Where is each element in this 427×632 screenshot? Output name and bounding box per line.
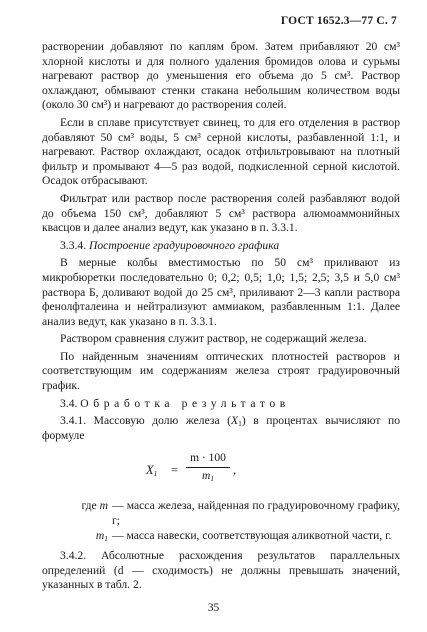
section-title: Построение градуировочного графика [89, 238, 280, 252]
formula-equals: = [171, 463, 179, 478]
formula-denominator [186, 469, 230, 484]
formula-numerator: m · 100 [190, 452, 226, 465]
section-heading-3-4 [42, 397, 400, 412]
formula-denominator-symbol: m [201, 470, 211, 483]
formula-lhs-symbol: X [146, 463, 154, 478]
formula-fraction [186, 451, 230, 483]
fraction-bar [186, 467, 230, 468]
paragraph-9 [42, 414, 400, 443]
formula [146, 451, 400, 491]
section-number: 3.3.4. [60, 238, 87, 252]
section-number: 3.4. [60, 396, 78, 410]
formula-lhs-subscript: 1 [153, 469, 158, 479]
paragraph-3: Фильтрат или раствор после растворения солей разбавляют водой до объема 150 см³, добавляют 5 см³ раствора алюмоаммонийных квасцов и далее анализ ведут, как указано в п. 3.3.1. [42, 191, 400, 235]
definition-row [42, 529, 400, 544]
paragraph-6: Раствором сравнения служит раствор, не содержащий железа. [60, 332, 367, 346]
variable-x-subscript: 1 [238, 419, 242, 429]
paragraph-9-text-b: ) в процентах вычисляют по формуле [42, 414, 400, 442]
section-heading-3-3-4 [42, 239, 400, 254]
paragraph-10: 3.4.2. Абсолютные расхождения результатов параллельных определений (d — сходимость) не должны превышать значений, указанных в табл. 2. [42, 549, 400, 592]
definition-row [42, 499, 400, 528]
definition-text: — масса навески, соответствующая аликвотной части, г. [112, 528, 392, 542]
section-title: Обработка результатов [80, 396, 290, 410]
formula-comma: , [233, 463, 237, 478]
formula-definitions [42, 499, 400, 543]
definition-symbol [42, 499, 112, 528]
document-body [42, 40, 400, 596]
page-number: 35 [207, 602, 220, 614]
definition-text: — масса железа, найденная по градуировочному графику, г; [112, 499, 400, 528]
definition-symbol [42, 529, 112, 544]
paragraph-1: растворении добавляют по каплям бром. Затем прибавляют 20 см³ хлорной кислоты и для полного удаления бромидов олова и сурьмы нагревают раствор до уменьшения его объема до 5 см³. Раствор охлаждают, обмывают стенки стакана небольшим количеством воды (около 30 см³) и нагревают до растворения солей. [42, 40, 400, 112]
formula-lhs [146, 463, 157, 478]
definition-var-subscript: 1 [104, 533, 108, 543]
paragraph-2: Если в сплаве присутствует свинец, то для его отделения в раствор добавляют 50 см³ воды, 5 см³ серной кислоты, разбавленной 1:1, и нагревают. Раствор охлаждают, осадок отфильтровывают на плотный фильтр и промывают 4—5 раз водой, подкисленной серной кислотой. Осадок отбрасывают. [42, 115, 400, 188]
definition-var: m [95, 528, 105, 542]
definition-prefix: где [81, 499, 97, 513]
formula-denominator-subscript: 1 [210, 474, 215, 484]
paragraph-5: В мерные колбы вместимостью по 50 см³ приливают из микробюретки последовательно 0; 0,2; 0,5; 1,0; 1,5; 2,5; 3,5 и 5,0 см³ раствора Б, доливают водой до 25 см³, приливают 2—3 капли раствора фенолфталеина и нейтрализуют аммиаком, разбавленным 1:1. Далее анализ ведут, как указано в п. 3.3.1. [42, 256, 400, 328]
paragraph-7: По найденным значениям оптических плотностей растворов и соответствующим им содержаниям железа строят градуировочный график. [42, 349, 400, 393]
running-header: ГОСТ 1652.3—77 С. 7 [280, 15, 397, 27]
paragraph-9-text-a: 3.4.1. Массовую долю железа ( [60, 414, 231, 428]
definition-var: m [99, 499, 108, 513]
variable-x: X [231, 414, 239, 428]
